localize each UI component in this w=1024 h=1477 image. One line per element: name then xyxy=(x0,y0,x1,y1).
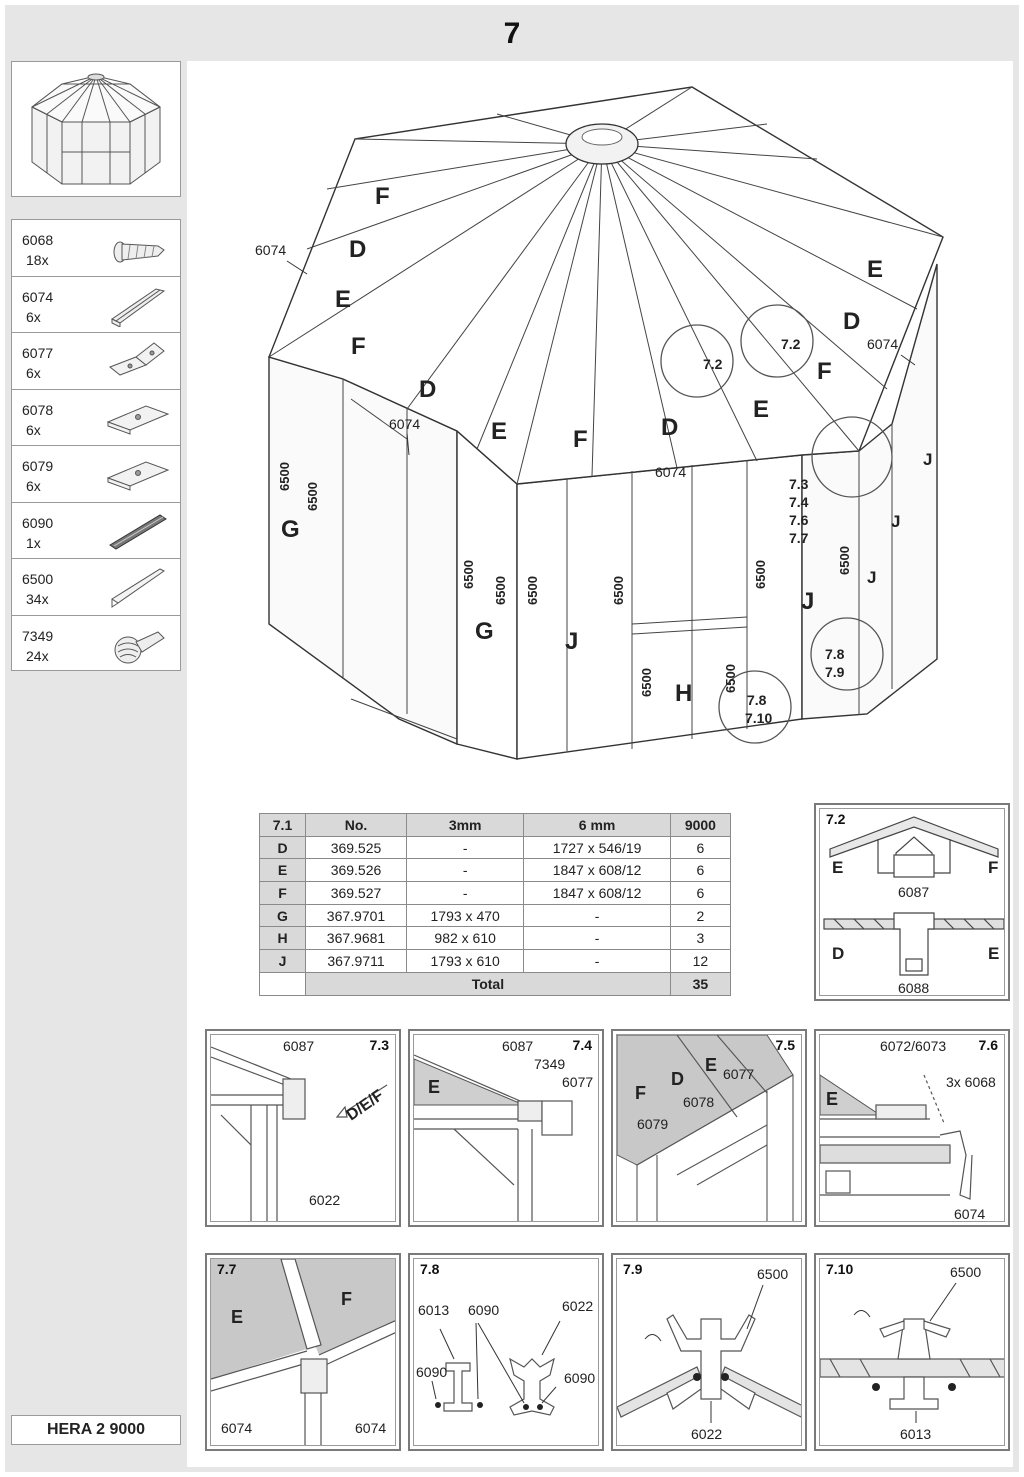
size-3mm: 1793 x 610 xyxy=(407,950,524,973)
detail-label: D/E/F xyxy=(343,1086,387,1125)
screw-icon xyxy=(106,226,170,270)
detail-label: 6090 xyxy=(416,1364,448,1380)
part-row xyxy=(12,503,180,560)
part-quantity: 34x xyxy=(26,591,49,607)
panel-label-j: J xyxy=(923,450,933,469)
profile-label-6074: 6074 xyxy=(389,416,421,432)
detail-label: 6087 xyxy=(283,1038,315,1054)
callout-7-8: 7.8 xyxy=(825,646,845,662)
flat-plate-icon xyxy=(106,396,170,440)
flat-plate-icon xyxy=(106,452,170,496)
detail-label: D xyxy=(832,944,845,963)
detail-7-9 xyxy=(611,1253,807,1451)
clip-profile-icon xyxy=(106,565,170,609)
step-number: 7 xyxy=(503,17,521,50)
detail-7-9-drawing xyxy=(617,1259,802,1446)
part-number: 6078 xyxy=(22,401,54,418)
panel-label-f: F xyxy=(573,426,588,453)
detail-label: 6090 xyxy=(468,1302,500,1318)
detail-7-4-drawing xyxy=(414,1035,599,1222)
profile-label-6500: 6500 xyxy=(305,482,320,511)
panel-number: 369.527 xyxy=(306,882,407,905)
profile-label-6500: 6500 xyxy=(837,546,852,575)
part-row xyxy=(12,333,180,390)
size-6mm: - xyxy=(524,927,670,950)
part-number: 6077 xyxy=(22,345,54,361)
quantity: 12 xyxy=(670,950,730,973)
panel-label-j: J xyxy=(891,512,901,531)
part-row xyxy=(12,220,180,277)
table-row xyxy=(260,836,731,859)
quantity: 6 xyxy=(670,882,730,905)
detail-7-4 xyxy=(408,1029,604,1227)
profile-label-6074: 6074 xyxy=(867,336,899,352)
panel-label-e: E xyxy=(867,256,884,283)
detail-id: 7.8 xyxy=(420,1261,440,1277)
part-quantity: 6x xyxy=(26,478,41,494)
part-quantity: 18x xyxy=(26,252,49,268)
detail-label: 3x 6068 xyxy=(946,1074,996,1090)
roof-joint-section-drawing xyxy=(820,809,1005,996)
detail-label: 6088 xyxy=(898,980,930,996)
panel-label-h: H xyxy=(675,680,693,707)
size-3mm: 982 x 610 xyxy=(407,927,524,950)
panel-label-g: G xyxy=(281,516,300,543)
detail-label: 6022 xyxy=(691,1426,723,1442)
size-3mm: 1793 x 470 xyxy=(407,904,524,927)
size-6mm: 1847 x 608/12 xyxy=(524,882,670,905)
overview-thumbnail xyxy=(11,61,181,197)
detail-frame xyxy=(413,1258,599,1446)
detail-frame xyxy=(819,1258,1005,1446)
detail-label: 6077 xyxy=(562,1074,594,1090)
table-row xyxy=(260,859,731,882)
main-drawing-area xyxy=(187,61,1013,1467)
detail-label: F xyxy=(988,858,999,877)
detail-label: 6022 xyxy=(562,1298,594,1314)
gazebo-assembly-drawing xyxy=(247,79,947,779)
part-row xyxy=(12,277,180,334)
callout-7-10: 7.10 xyxy=(745,710,773,726)
detail-frame xyxy=(413,1034,599,1222)
profile-label-6074: 6074 xyxy=(255,242,287,258)
detail-id: 7.9 xyxy=(623,1261,643,1277)
part-number: 6074 xyxy=(22,288,54,305)
quantity: 2 xyxy=(670,904,730,927)
detail-label: F xyxy=(635,1083,646,1103)
panel-label-g: G xyxy=(475,618,494,645)
model-label: HERA 2 9000 xyxy=(11,1415,181,1445)
profile-label-6500: 6500 xyxy=(723,664,738,693)
detail-id: 7.7 xyxy=(217,1261,237,1277)
table-row xyxy=(260,882,731,905)
size-3mm: - xyxy=(407,859,524,882)
detail-label: 6074 xyxy=(355,1420,387,1436)
detail-7-8-drawing xyxy=(414,1259,599,1446)
panel-number: 369.525 xyxy=(306,836,407,859)
detail-label: 6087 xyxy=(502,1038,534,1054)
profile-label-6500: 6500 xyxy=(525,576,540,605)
panel-label-f: F xyxy=(375,183,390,210)
callout-7-3: 7.3 xyxy=(789,476,809,492)
detail-7-5 xyxy=(611,1029,807,1227)
detail-label: E xyxy=(428,1077,441,1097)
detail-label: E xyxy=(988,944,1000,963)
table-row xyxy=(260,927,731,950)
profile-label-6500: 6500 xyxy=(753,560,768,589)
column-header: 3mm xyxy=(407,814,524,837)
profile-label-6500: 6500 xyxy=(461,560,476,589)
profile-label-6500: 6500 xyxy=(493,576,508,605)
table-total-row xyxy=(260,972,731,995)
column-header: 6 mm xyxy=(524,814,670,837)
detail-id: 7.10 xyxy=(826,1261,854,1277)
profile-label-6500: 6500 xyxy=(277,462,292,491)
detail-label: 6074 xyxy=(221,1420,253,1436)
total-value: 35 xyxy=(670,972,730,995)
panel-label-d: D xyxy=(349,236,367,263)
detail-7-7-drawing xyxy=(211,1259,396,1446)
table-row xyxy=(260,950,731,973)
callout-7-6: 7.6 xyxy=(789,512,809,528)
empty-cell xyxy=(260,972,306,995)
size-3mm: - xyxy=(407,882,524,905)
detail-label: E xyxy=(231,1307,244,1327)
size-6mm: 1727 x 546/19 xyxy=(524,836,670,859)
panel-label-j: J xyxy=(867,568,877,587)
detail-label: 6078 xyxy=(683,1094,715,1110)
plug-icon xyxy=(106,622,170,666)
profile-strip-icon xyxy=(106,283,170,327)
part-row xyxy=(12,390,180,447)
detail-7-2 xyxy=(814,803,1010,1001)
detail-7-6 xyxy=(814,1029,1010,1227)
detail-id: 7.4 xyxy=(572,1037,592,1053)
detail-label: 6072/6073 xyxy=(880,1038,947,1054)
part-number: 6079 xyxy=(22,458,54,474)
size-6mm: - xyxy=(524,904,670,927)
column-header: No. xyxy=(306,814,407,837)
panel-letter: F xyxy=(260,882,306,905)
total-label: Total xyxy=(306,972,671,995)
table-id: 7.1 xyxy=(260,814,306,837)
part-quantity: 1x xyxy=(26,534,41,551)
detail-frame xyxy=(819,808,1005,996)
part-quantity: 6x xyxy=(26,421,41,438)
part-quantity: 6x xyxy=(26,308,41,325)
part-quantity: 24x xyxy=(26,647,49,664)
detail-id: 7.6 xyxy=(978,1037,998,1053)
detail-label: D xyxy=(671,1069,684,1089)
detail-frame xyxy=(819,1034,1005,1222)
table-header-row xyxy=(260,814,731,837)
panel-letter: E xyxy=(260,859,306,882)
column-header: 9000 xyxy=(670,814,730,837)
detail-label: 6087 xyxy=(898,884,930,900)
size-6mm: 1847 x 608/12 xyxy=(524,859,670,882)
panel-letter: G xyxy=(260,904,306,927)
callout-7-4: 7.4 xyxy=(789,494,809,510)
detail-7-5-drawing xyxy=(617,1035,802,1222)
detail-id: 7.5 xyxy=(775,1037,795,1053)
table-row xyxy=(260,904,731,927)
quantity: 3 xyxy=(670,927,730,950)
panel-label-j: J xyxy=(565,628,579,655)
panel-label-e: E xyxy=(335,286,352,313)
part-row xyxy=(12,446,180,503)
detail-label: E xyxy=(705,1055,718,1075)
panel-letter: D xyxy=(260,836,306,859)
part-number: 6500 xyxy=(22,571,54,587)
part-row xyxy=(12,559,180,616)
panel-number: 367.9681 xyxy=(306,927,407,950)
detail-label: E xyxy=(832,858,844,877)
detail-label: E xyxy=(826,1089,839,1109)
panel-label-f: F xyxy=(817,358,832,385)
detail-label: 6077 xyxy=(723,1066,755,1082)
detail-id: 7.2 xyxy=(826,811,846,827)
callout-7-2: 7.2 xyxy=(781,336,801,352)
panel-label-d: D xyxy=(843,308,861,335)
panel-number: 369.526 xyxy=(306,859,407,882)
parts-list xyxy=(11,219,181,671)
callout-7-7: 7.7 xyxy=(789,530,809,546)
detail-label: 6074 xyxy=(954,1206,986,1222)
size-3mm: - xyxy=(407,836,524,859)
callout-7-2: 7.2 xyxy=(703,356,723,372)
bent-plate-icon xyxy=(106,339,170,383)
detail-label: 6013 xyxy=(900,1426,932,1442)
panel-label-d: D xyxy=(419,376,437,403)
detail-label: 6500 xyxy=(757,1266,789,1282)
panel-label-f: F xyxy=(351,333,366,360)
detail-7-3 xyxy=(205,1029,401,1227)
detail-7-10-drawing xyxy=(820,1259,1005,1446)
detail-label: F xyxy=(341,1289,352,1309)
detail-7-7 xyxy=(205,1253,401,1451)
detail-id: 7.3 xyxy=(369,1037,389,1053)
detail-frame xyxy=(210,1034,396,1222)
assembly-page xyxy=(5,5,1019,1472)
detail-7-6-drawing xyxy=(820,1035,1005,1222)
part-quantity: 6x xyxy=(26,365,41,381)
panel-label-e: E xyxy=(491,418,508,445)
callout-7-9: 7.9 xyxy=(825,664,845,680)
panel-label-j: J xyxy=(801,588,815,615)
part-number: 6090 xyxy=(22,514,54,531)
detail-frame xyxy=(210,1258,396,1446)
panel-number: 367.9701 xyxy=(306,904,407,927)
callout-7-8: 7.8 xyxy=(747,692,767,708)
size-6mm: - xyxy=(524,950,670,973)
detail-label: 6022 xyxy=(309,1192,341,1208)
detail-frame xyxy=(616,1034,802,1222)
detail-7-10 xyxy=(814,1253,1010,1451)
detail-7-8 xyxy=(408,1253,604,1451)
quantity: 6 xyxy=(670,836,730,859)
detail-label: 6500 xyxy=(950,1264,982,1280)
part-number: 6068 xyxy=(22,232,54,248)
panel-letter: H xyxy=(260,927,306,950)
detail-label: 6090 xyxy=(564,1370,596,1386)
detail-7-3-drawing xyxy=(211,1035,396,1222)
profile-label-6500: 6500 xyxy=(639,668,654,697)
detail-label: 6079 xyxy=(637,1116,669,1132)
part-number: 7349 xyxy=(22,627,54,644)
quantity: 6 xyxy=(670,859,730,882)
gazebo-thumbnail-drawing xyxy=(12,62,180,196)
panel-label-e: E xyxy=(753,396,770,423)
rubber-strip-icon xyxy=(106,509,170,553)
panel-label-d: D xyxy=(661,414,679,441)
panel-letter: J xyxy=(260,950,306,973)
panel-table xyxy=(259,813,731,996)
part-row xyxy=(12,616,180,673)
panel-number: 367.9711 xyxy=(306,950,407,973)
profile-label-6500: 6500 xyxy=(611,576,626,605)
profile-label-6074: 6074 xyxy=(655,464,687,480)
detail-label: 7349 xyxy=(534,1056,566,1072)
detail-label: 6013 xyxy=(418,1302,450,1318)
detail-frame xyxy=(616,1258,802,1446)
